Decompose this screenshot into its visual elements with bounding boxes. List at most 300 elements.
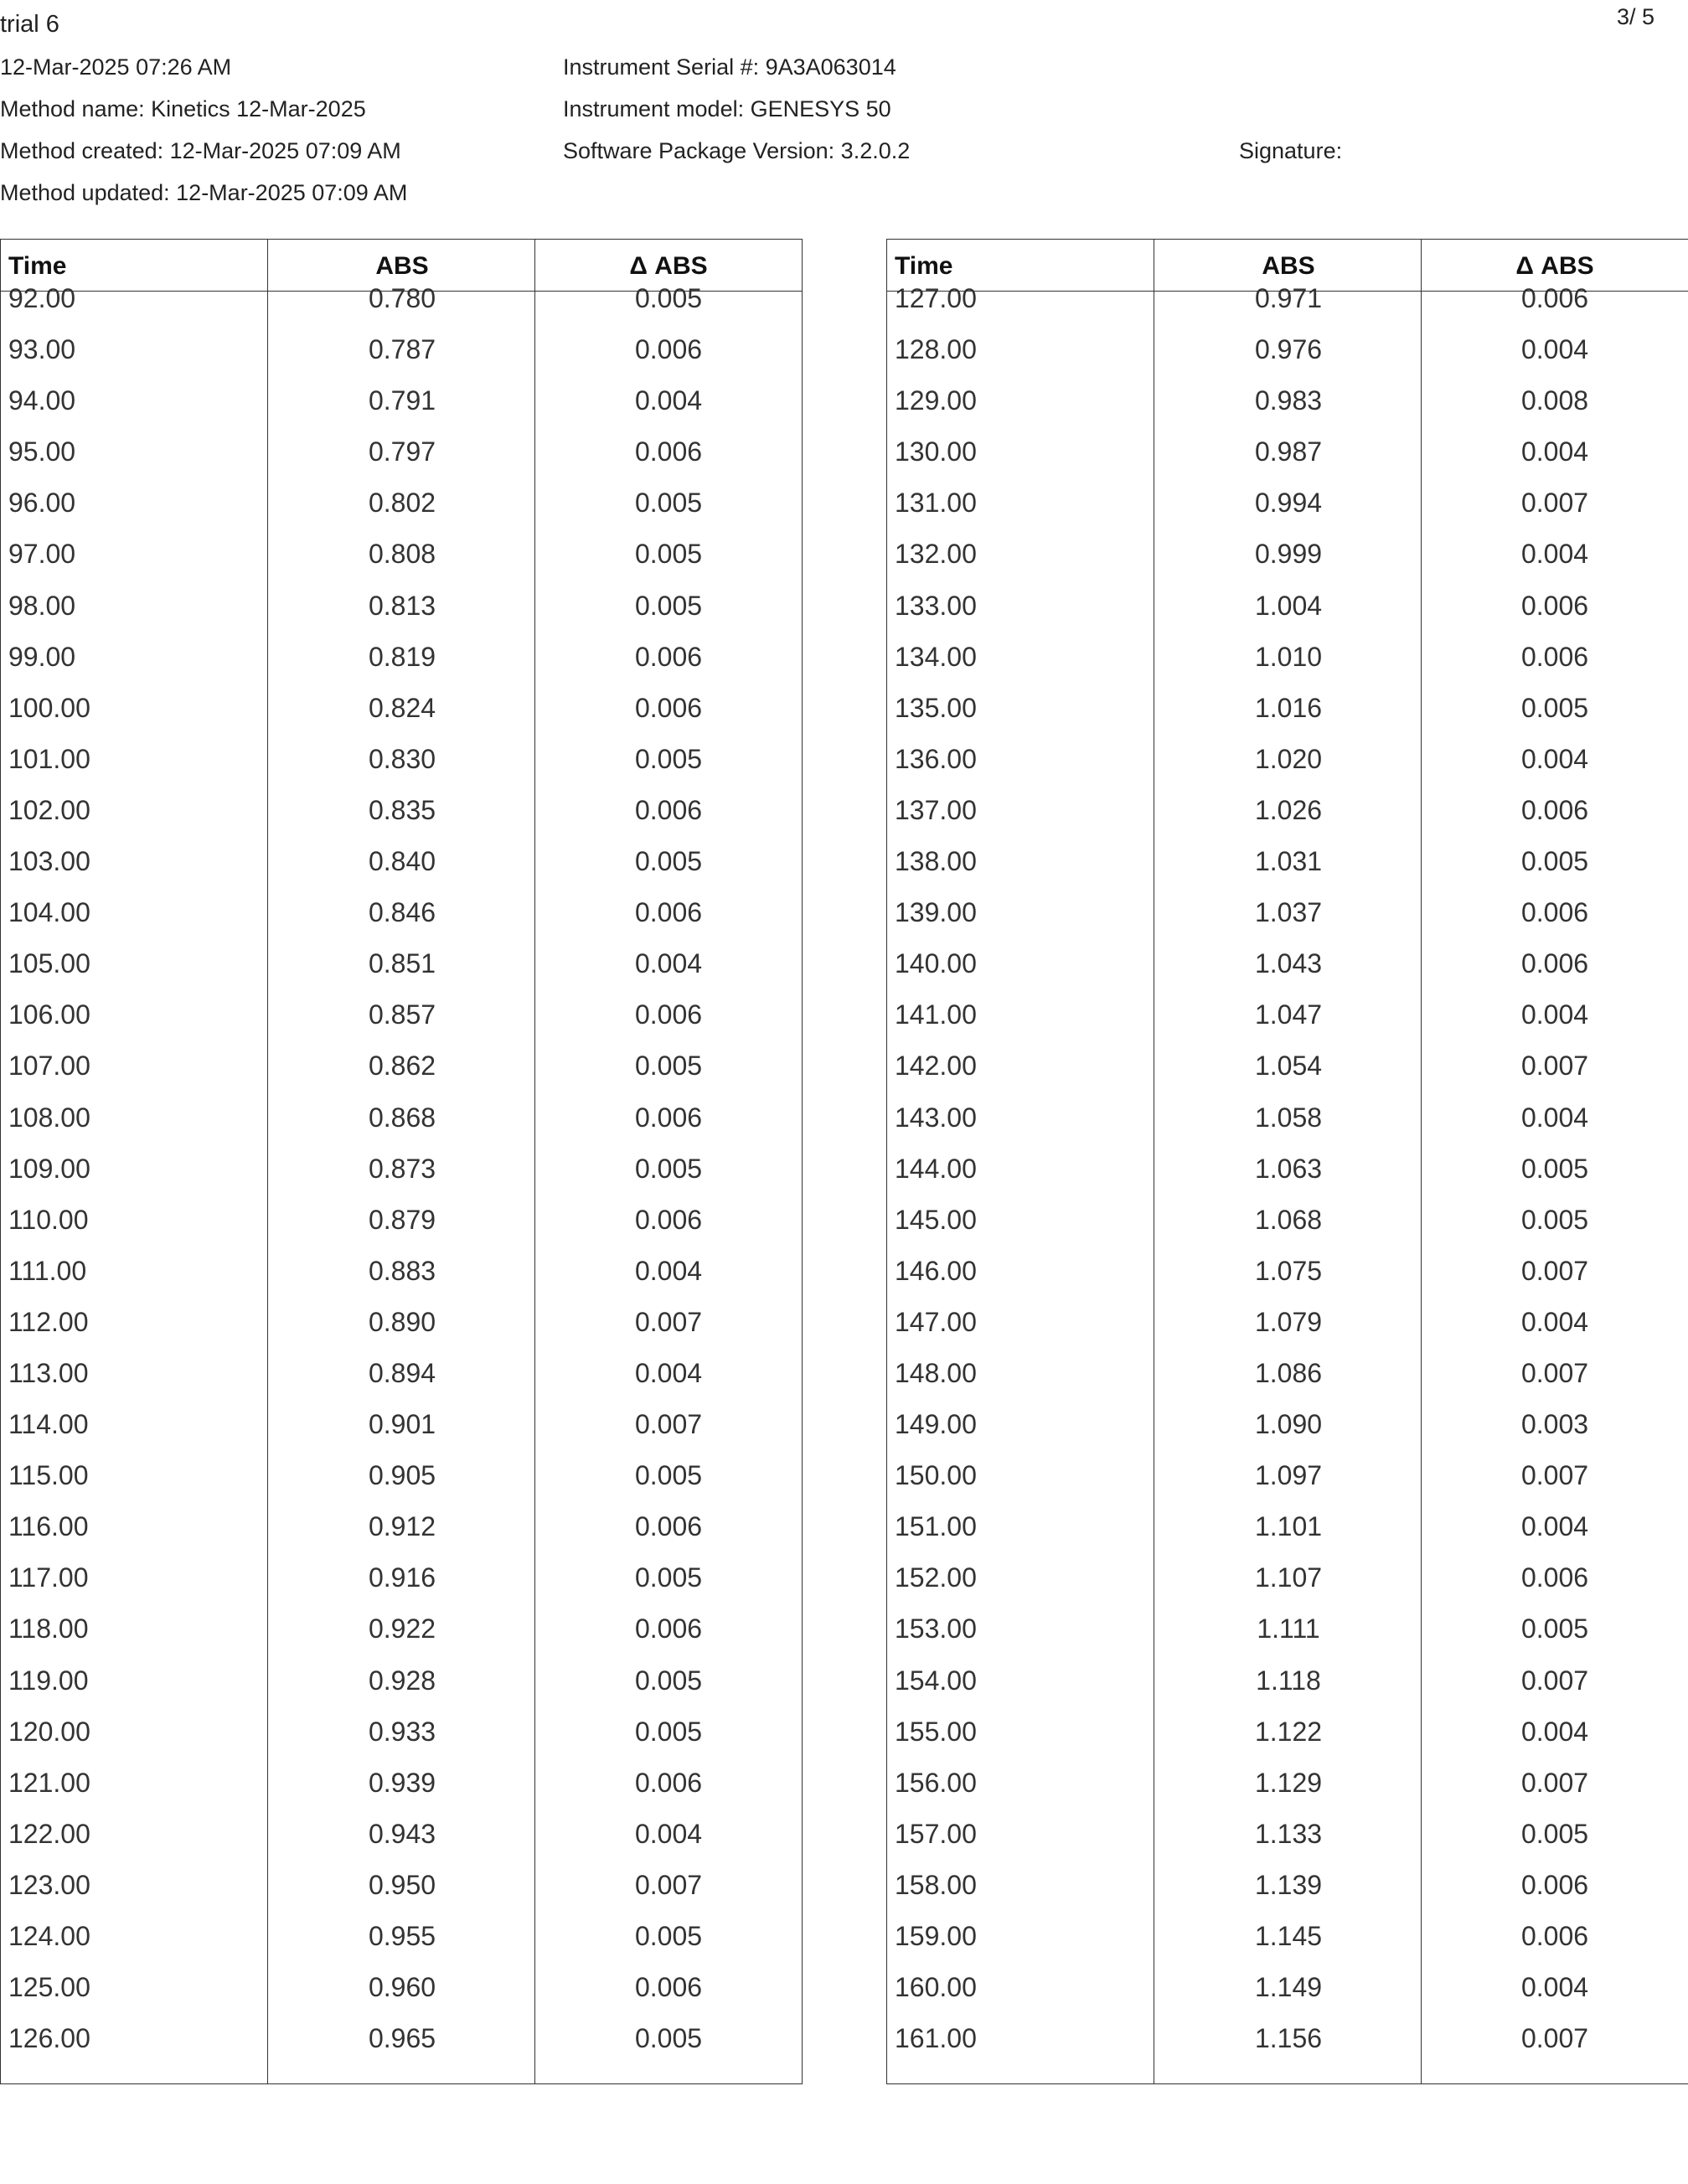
delta-abs-cell: 0.005 bbox=[1520, 1613, 1589, 1644]
table-row bbox=[1, 436, 802, 493]
table-row bbox=[887, 436, 1688, 493]
time-cell: 119.00 bbox=[8, 1665, 89, 1696]
table-row bbox=[887, 1767, 1688, 1824]
delta-abs-cell: 0.004 bbox=[1520, 1102, 1589, 1133]
column-header-abs: ABS bbox=[375, 252, 429, 280]
abs-cell: 1.031 bbox=[1254, 846, 1323, 877]
delta-abs-cell: 0.004 bbox=[634, 948, 703, 979]
delta-abs-cell: 0.007 bbox=[634, 1869, 703, 1900]
report-datetime: 12-Mar-2025 07:26 AM bbox=[0, 54, 232, 80]
table-row bbox=[887, 334, 1688, 390]
abs-cell: 0.960 bbox=[368, 1972, 436, 2003]
abs-cell: 1.075 bbox=[1254, 1255, 1323, 1286]
method-updated: Method updated: 12-Mar-2025 07:09 AM bbox=[0, 180, 408, 205]
delta-abs-cell: 0.004 bbox=[634, 385, 703, 416]
time-cell: 145.00 bbox=[895, 1204, 977, 1235]
delta-abs-cell: 0.004 bbox=[1520, 334, 1589, 365]
delta-abs-cell: 0.004 bbox=[1520, 539, 1589, 570]
data-table-left bbox=[0, 239, 803, 2084]
table-row bbox=[1, 1051, 802, 1107]
delta-abs-cell: 0.005 bbox=[1520, 1204, 1589, 1235]
abs-cell: 0.873 bbox=[368, 1153, 436, 1184]
table-row bbox=[1, 1460, 802, 1516]
delta-abs-cell: 0.005 bbox=[634, 2023, 703, 2054]
abs-cell: 0.999 bbox=[1254, 539, 1323, 570]
time-cell: 93.00 bbox=[8, 334, 76, 365]
time-cell: 108.00 bbox=[8, 1102, 90, 1133]
table-row bbox=[1, 539, 802, 595]
abs-cell: 1.054 bbox=[1254, 1051, 1323, 1082]
table-row bbox=[887, 385, 1688, 441]
table-row bbox=[887, 2023, 1688, 2079]
delta-abs-cell: 0.006 bbox=[634, 999, 703, 1030]
abs-cell: 1.063 bbox=[1254, 1153, 1323, 1184]
delta-abs-cell: 0.007 bbox=[634, 1409, 703, 1440]
table-row bbox=[1, 1562, 802, 1619]
time-cell: 159.00 bbox=[895, 1921, 977, 1951]
abs-cell: 1.037 bbox=[1254, 897, 1323, 928]
table-row bbox=[887, 897, 1688, 953]
delta-abs-cell: 0.006 bbox=[634, 794, 703, 825]
abs-cell: 0.808 bbox=[368, 539, 436, 570]
time-cell: 123.00 bbox=[8, 1869, 90, 1900]
abs-cell: 0.862 bbox=[368, 1051, 436, 1082]
abs-cell: 1.086 bbox=[1254, 1357, 1323, 1388]
time-cell: 106.00 bbox=[8, 999, 90, 1030]
delta-abs-cell: 0.005 bbox=[634, 743, 703, 774]
abs-cell: 0.912 bbox=[368, 1511, 436, 1542]
table-row bbox=[1, 385, 802, 441]
table-row bbox=[1, 334, 802, 390]
abs-cell: 0.950 bbox=[368, 1869, 436, 1900]
column-header-delta-abs: Δ ABS bbox=[629, 252, 708, 280]
abs-cell: 1.043 bbox=[1254, 948, 1323, 979]
abs-cell: 1.133 bbox=[1254, 1818, 1323, 1849]
time-cell: 132.00 bbox=[895, 539, 977, 570]
time-cell: 154.00 bbox=[895, 1665, 977, 1696]
time-cell: 158.00 bbox=[895, 1869, 977, 1900]
delta-abs-cell: 0.006 bbox=[634, 1204, 703, 1235]
time-cell: 137.00 bbox=[895, 794, 977, 825]
table-row bbox=[1, 283, 802, 339]
table-body bbox=[1, 283, 802, 2079]
table-row bbox=[887, 846, 1688, 902]
table-row bbox=[887, 1921, 1688, 1977]
abs-cell: 0.868 bbox=[368, 1102, 436, 1133]
abs-cell: 1.026 bbox=[1254, 794, 1323, 825]
time-cell: 130.00 bbox=[895, 436, 977, 467]
time-cell: 152.00 bbox=[895, 1562, 977, 1593]
delta-abs-cell: 0.006 bbox=[1520, 641, 1589, 672]
delta-abs-cell: 0.004 bbox=[634, 1357, 703, 1388]
time-cell: 125.00 bbox=[8, 1972, 90, 2003]
table-row bbox=[887, 794, 1688, 851]
delta-abs-cell: 0.007 bbox=[1520, 1460, 1589, 1491]
abs-cell: 1.004 bbox=[1254, 590, 1323, 621]
time-cell: 103.00 bbox=[8, 846, 90, 877]
time-cell: 116.00 bbox=[8, 1511, 89, 1542]
table-row bbox=[1, 743, 802, 800]
delta-abs-cell: 0.008 bbox=[1520, 385, 1589, 416]
abs-cell: 0.879 bbox=[368, 1204, 436, 1235]
table-row bbox=[887, 1869, 1688, 1926]
delta-abs-cell: 0.005 bbox=[634, 1460, 703, 1491]
delta-abs-cell: 0.004 bbox=[634, 1255, 703, 1286]
abs-cell: 1.145 bbox=[1254, 1921, 1323, 1951]
delta-abs-cell: 0.006 bbox=[634, 1511, 703, 1542]
time-cell: 161.00 bbox=[895, 2023, 977, 2054]
table-row bbox=[1, 590, 802, 647]
abs-cell: 0.802 bbox=[368, 488, 436, 519]
table-row bbox=[887, 1716, 1688, 1773]
time-cell: 148.00 bbox=[895, 1357, 977, 1388]
time-cell: 126.00 bbox=[8, 2023, 90, 2054]
delta-abs-cell: 0.004 bbox=[1520, 1716, 1589, 1747]
time-cell: 133.00 bbox=[895, 590, 977, 621]
time-cell: 150.00 bbox=[895, 1460, 977, 1491]
abs-cell: 0.955 bbox=[368, 1921, 436, 1951]
table-row bbox=[1, 1255, 802, 1312]
table-row bbox=[887, 1613, 1688, 1670]
delta-abs-cell: 0.006 bbox=[634, 692, 703, 723]
delta-abs-cell: 0.006 bbox=[634, 1613, 703, 1644]
time-cell: 139.00 bbox=[895, 897, 977, 928]
delta-abs-cell: 0.006 bbox=[1520, 794, 1589, 825]
delta-abs-cell: 0.004 bbox=[1520, 1511, 1589, 1542]
delta-abs-cell: 0.005 bbox=[634, 1716, 703, 1747]
time-cell: 121.00 bbox=[8, 1767, 90, 1798]
abs-cell: 1.010 bbox=[1254, 641, 1323, 672]
time-cell: 120.00 bbox=[8, 1716, 90, 1747]
abs-cell: 0.928 bbox=[368, 1665, 436, 1696]
time-cell: 140.00 bbox=[895, 948, 977, 979]
abs-cell: 0.987 bbox=[1254, 436, 1323, 467]
abs-cell: 0.965 bbox=[368, 2023, 436, 2054]
table-row bbox=[887, 1562, 1688, 1619]
abs-cell: 0.922 bbox=[368, 1613, 436, 1644]
delta-abs-cell: 0.004 bbox=[1520, 999, 1589, 1030]
table-row bbox=[1, 1409, 802, 1465]
time-cell: 141.00 bbox=[895, 999, 977, 1030]
delta-abs-cell: 0.007 bbox=[1520, 2023, 1589, 2054]
delta-abs-cell: 0.006 bbox=[1520, 1562, 1589, 1593]
time-cell: 147.00 bbox=[895, 1306, 977, 1337]
delta-abs-cell: 0.005 bbox=[634, 1921, 703, 1951]
abs-cell: 0.835 bbox=[368, 794, 436, 825]
abs-cell: 0.840 bbox=[368, 846, 436, 877]
column-header-delta-abs: Δ ABS bbox=[1515, 252, 1594, 280]
time-cell: 92.00 bbox=[8, 283, 76, 313]
delta-abs-cell: 0.006 bbox=[1520, 1921, 1589, 1951]
table-row bbox=[1, 846, 802, 902]
time-cell: 99.00 bbox=[8, 641, 76, 672]
abs-cell: 0.883 bbox=[368, 1255, 436, 1286]
time-cell: 118.00 bbox=[8, 1613, 89, 1644]
abs-cell: 0.797 bbox=[368, 436, 436, 467]
delta-abs-cell: 0.005 bbox=[634, 590, 703, 621]
delta-abs-cell: 0.003 bbox=[1520, 1409, 1589, 1440]
abs-cell: 0.994 bbox=[1254, 488, 1323, 519]
abs-cell: 1.118 bbox=[1256, 1665, 1321, 1696]
table-row bbox=[1, 1511, 802, 1567]
table-row bbox=[887, 1511, 1688, 1567]
abs-cell: 0.791 bbox=[368, 385, 436, 416]
method-created: Method created: 12-Mar-2025 07:09 AM bbox=[0, 138, 401, 163]
table-row bbox=[887, 1255, 1688, 1312]
delta-abs-cell: 0.005 bbox=[1520, 1818, 1589, 1849]
abs-cell: 0.813 bbox=[368, 590, 436, 621]
table-row bbox=[887, 1102, 1688, 1159]
abs-cell: 0.830 bbox=[368, 743, 436, 774]
time-cell: 109.00 bbox=[8, 1153, 90, 1184]
time-cell: 136.00 bbox=[895, 743, 977, 774]
time-cell: 112.00 bbox=[8, 1306, 89, 1337]
time-cell: 98.00 bbox=[8, 590, 76, 621]
table-row bbox=[1, 1357, 802, 1414]
abs-cell: 0.901 bbox=[368, 1409, 436, 1440]
table-row bbox=[1, 1869, 802, 1926]
time-cell: 96.00 bbox=[8, 488, 76, 519]
delta-abs-cell: 0.006 bbox=[1520, 283, 1589, 313]
abs-cell: 1.129 bbox=[1254, 1767, 1323, 1798]
abs-cell: 0.971 bbox=[1254, 283, 1323, 313]
delta-abs-cell: 0.004 bbox=[1520, 1306, 1589, 1337]
time-cell: 128.00 bbox=[895, 334, 977, 365]
delta-abs-cell: 0.006 bbox=[634, 641, 703, 672]
abs-cell: 0.787 bbox=[368, 334, 436, 365]
delta-abs-cell: 0.005 bbox=[634, 539, 703, 570]
abs-cell: 0.819 bbox=[368, 641, 436, 672]
abs-cell: 0.824 bbox=[368, 692, 436, 723]
time-cell: 146.00 bbox=[895, 1255, 977, 1286]
time-cell: 124.00 bbox=[8, 1921, 90, 1951]
delta-abs-cell: 0.007 bbox=[1520, 1051, 1589, 1082]
delta-abs-cell: 0.007 bbox=[634, 1306, 703, 1337]
signature-label: Signature: bbox=[1239, 138, 1343, 163]
time-cell: 153.00 bbox=[895, 1613, 977, 1644]
time-cell: 110.00 bbox=[8, 1204, 89, 1235]
table-row bbox=[887, 999, 1688, 1056]
delta-abs-cell: 0.006 bbox=[1520, 948, 1589, 979]
delta-abs-cell: 0.005 bbox=[634, 846, 703, 877]
time-cell: 129.00 bbox=[895, 385, 977, 416]
time-cell: 156.00 bbox=[895, 1767, 977, 1798]
column-header-abs: ABS bbox=[1262, 252, 1315, 280]
abs-cell: 0.943 bbox=[368, 1818, 436, 1849]
time-cell: 113.00 bbox=[8, 1357, 89, 1388]
table-row bbox=[1, 897, 802, 953]
time-cell: 142.00 bbox=[895, 1051, 977, 1082]
table-row bbox=[1, 1613, 802, 1670]
abs-cell: 0.780 bbox=[368, 283, 436, 313]
time-cell: 143.00 bbox=[895, 1102, 977, 1133]
table-row bbox=[887, 1818, 1688, 1875]
abs-cell: 0.894 bbox=[368, 1357, 436, 1388]
time-cell: 144.00 bbox=[895, 1153, 977, 1184]
delta-abs-cell: 0.006 bbox=[634, 334, 703, 365]
delta-abs-cell: 0.005 bbox=[1520, 1153, 1589, 1184]
delta-abs-cell: 0.006 bbox=[634, 897, 703, 928]
table-row bbox=[887, 1204, 1688, 1261]
table-row bbox=[1, 1306, 802, 1363]
time-cell: 151.00 bbox=[895, 1511, 977, 1542]
delta-abs-cell: 0.006 bbox=[634, 436, 703, 467]
table-row bbox=[887, 1306, 1688, 1363]
table-row bbox=[1, 1665, 802, 1722]
delta-abs-cell: 0.004 bbox=[1520, 436, 1589, 467]
delta-abs-cell: 0.007 bbox=[1520, 1255, 1589, 1286]
abs-cell: 1.111 bbox=[1257, 1613, 1320, 1644]
time-cell: 134.00 bbox=[895, 641, 977, 672]
abs-cell: 1.058 bbox=[1254, 1102, 1323, 1133]
time-cell: 155.00 bbox=[895, 1716, 977, 1747]
table-row bbox=[1, 999, 802, 1056]
column-header-time: Time bbox=[8, 252, 67, 280]
instrument-model: Instrument model: GENESYS 50 bbox=[563, 96, 891, 121]
delta-abs-cell: 0.005 bbox=[634, 1051, 703, 1082]
abs-cell: 1.016 bbox=[1254, 692, 1323, 723]
table-row bbox=[1, 488, 802, 544]
delta-abs-cell: 0.005 bbox=[634, 283, 703, 313]
table-row bbox=[1, 1716, 802, 1773]
instrument-serial: Instrument Serial #: 9A3A063014 bbox=[563, 54, 896, 80]
delta-abs-cell: 0.004 bbox=[1520, 743, 1589, 774]
abs-cell: 0.846 bbox=[368, 897, 436, 928]
delta-abs-cell: 0.005 bbox=[1520, 846, 1589, 877]
table-row bbox=[1, 1102, 802, 1159]
delta-abs-cell: 0.006 bbox=[634, 1102, 703, 1133]
abs-cell: 0.905 bbox=[368, 1460, 436, 1491]
method-name: Method name: Kinetics 12-Mar-2025 bbox=[0, 96, 366, 121]
abs-cell: 1.079 bbox=[1254, 1306, 1323, 1337]
time-cell: 97.00 bbox=[8, 539, 76, 570]
abs-cell: 1.020 bbox=[1254, 743, 1323, 774]
table-row bbox=[887, 283, 1688, 339]
table-row bbox=[1, 692, 802, 749]
report-title: trial 6 bbox=[0, 11, 59, 38]
time-cell: 105.00 bbox=[8, 948, 90, 979]
abs-cell: 1.097 bbox=[1254, 1460, 1323, 1491]
table-row bbox=[887, 488, 1688, 544]
abs-cell: 1.156 bbox=[1254, 2023, 1323, 2054]
software-version: Software Package Version: 3.2.0.2 bbox=[563, 138, 911, 163]
abs-cell: 0.857 bbox=[368, 999, 436, 1030]
time-cell: 149.00 bbox=[895, 1409, 977, 1440]
table-row bbox=[1, 1972, 802, 2028]
table-row bbox=[1, 948, 802, 1004]
delta-abs-cell: 0.006 bbox=[634, 1972, 703, 2003]
table-row bbox=[887, 692, 1688, 749]
time-cell: 94.00 bbox=[8, 385, 76, 416]
time-cell: 104.00 bbox=[8, 897, 90, 928]
time-cell: 95.00 bbox=[8, 436, 76, 467]
table-row bbox=[1, 1153, 802, 1210]
table-row bbox=[1, 641, 802, 698]
data-table-right bbox=[886, 239, 1688, 2084]
time-cell: 102.00 bbox=[8, 794, 90, 825]
table-row bbox=[1, 2023, 802, 2079]
abs-cell: 1.107 bbox=[1254, 1562, 1323, 1593]
delta-abs-cell: 0.004 bbox=[634, 1818, 703, 1849]
delta-abs-cell: 0.005 bbox=[1520, 692, 1589, 723]
delta-abs-cell: 0.004 bbox=[1520, 1972, 1589, 2003]
abs-cell: 0.983 bbox=[1254, 385, 1323, 416]
table-row bbox=[887, 590, 1688, 647]
delta-abs-cell: 0.005 bbox=[634, 1153, 703, 1184]
delta-abs-cell: 0.006 bbox=[1520, 590, 1589, 621]
time-cell: 160.00 bbox=[895, 1972, 977, 2003]
table-row bbox=[887, 539, 1688, 595]
time-cell: 157.00 bbox=[895, 1818, 977, 1849]
time-cell: 117.00 bbox=[8, 1562, 89, 1593]
page-indicator: 3/ 5 bbox=[1617, 4, 1655, 29]
time-cell: 111.00 bbox=[8, 1255, 87, 1286]
table-row bbox=[887, 743, 1688, 800]
table-row bbox=[887, 1665, 1688, 1722]
abs-cell: 0.851 bbox=[368, 948, 436, 979]
time-cell: 135.00 bbox=[895, 692, 977, 723]
table-row bbox=[887, 1972, 1688, 2028]
abs-cell: 0.890 bbox=[368, 1306, 436, 1337]
table-row bbox=[1, 1767, 802, 1824]
abs-cell: 1.068 bbox=[1254, 1204, 1323, 1235]
abs-cell: 0.976 bbox=[1254, 334, 1323, 365]
abs-cell: 1.122 bbox=[1254, 1716, 1323, 1747]
table-row bbox=[1, 794, 802, 851]
table-row bbox=[1, 1204, 802, 1261]
time-cell: 101.00 bbox=[8, 743, 90, 774]
table-row bbox=[887, 1051, 1688, 1107]
delta-abs-cell: 0.006 bbox=[1520, 1869, 1589, 1900]
table-row bbox=[887, 1460, 1688, 1516]
time-cell: 100.00 bbox=[8, 692, 90, 723]
column-header-time: Time bbox=[895, 252, 953, 280]
abs-cell: 1.101 bbox=[1254, 1511, 1323, 1542]
table-row bbox=[887, 1409, 1688, 1465]
abs-cell: 0.916 bbox=[368, 1562, 436, 1593]
delta-abs-cell: 0.006 bbox=[1520, 897, 1589, 928]
table-row bbox=[887, 948, 1688, 1004]
delta-abs-cell: 0.007 bbox=[1520, 1357, 1589, 1388]
time-cell: 138.00 bbox=[895, 846, 977, 877]
delta-abs-cell: 0.007 bbox=[1520, 1665, 1589, 1696]
time-cell: 131.00 bbox=[895, 488, 977, 519]
delta-abs-cell: 0.006 bbox=[634, 1767, 703, 1798]
abs-cell: 1.149 bbox=[1254, 1972, 1323, 2003]
table-row bbox=[887, 1357, 1688, 1414]
table-row bbox=[1, 1818, 802, 1875]
abs-cell: 1.139 bbox=[1254, 1869, 1323, 1900]
table-row bbox=[887, 1153, 1688, 1210]
delta-abs-cell: 0.005 bbox=[634, 1665, 703, 1696]
abs-cell: 0.939 bbox=[368, 1767, 436, 1798]
time-cell: 114.00 bbox=[8, 1409, 89, 1440]
time-cell: 127.00 bbox=[895, 283, 977, 313]
delta-abs-cell: 0.007 bbox=[1520, 1767, 1589, 1798]
time-cell: 107.00 bbox=[8, 1051, 90, 1082]
table-row bbox=[1, 1921, 802, 1977]
abs-cell: 0.933 bbox=[368, 1716, 436, 1747]
delta-abs-cell: 0.007 bbox=[1520, 488, 1589, 519]
time-cell: 115.00 bbox=[8, 1460, 89, 1491]
delta-abs-cell: 0.005 bbox=[634, 488, 703, 519]
time-cell: 122.00 bbox=[8, 1818, 90, 1849]
abs-cell: 1.090 bbox=[1254, 1409, 1323, 1440]
abs-cell: 1.047 bbox=[1254, 999, 1323, 1030]
table-body bbox=[887, 283, 1688, 2079]
table-row bbox=[887, 641, 1688, 698]
delta-abs-cell: 0.005 bbox=[634, 1562, 703, 1593]
